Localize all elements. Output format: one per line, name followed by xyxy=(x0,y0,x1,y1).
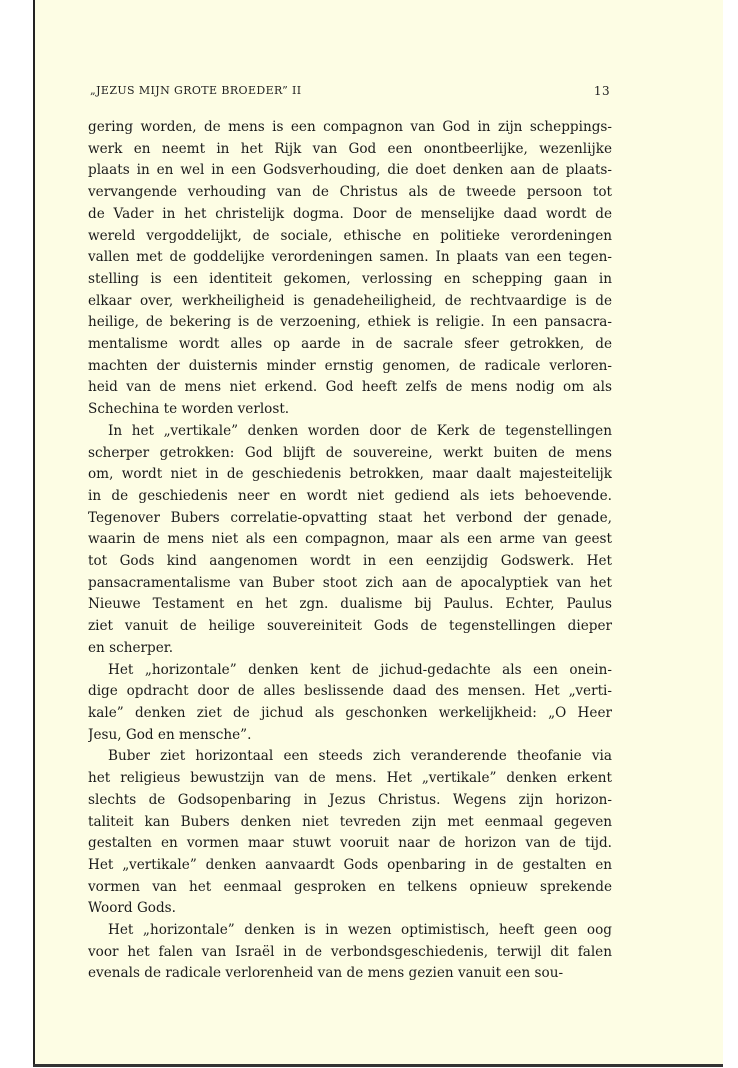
text-line: de Vader in het christelijk dogma. Door de menselijke daad wordt de xyxy=(88,205,612,222)
text-line: pansacramentalisme van Buber stoot zich aan de apocalyptiek van het xyxy=(88,574,612,591)
text-line: Woord Gods. xyxy=(88,900,176,917)
running-head xyxy=(90,84,610,97)
text-line: taliteit kan Bubers denken niet tevreden zijn met eenmaal gegeven xyxy=(88,813,612,830)
text-line: Het „horizontale” denken is in wezen optimistisch, heeft geen oog xyxy=(108,922,612,939)
text-line: Nieuwe Testament en het zgn. dualisme bij Paulus. Echter, Paulus xyxy=(88,596,612,613)
paragraph xyxy=(88,117,612,421)
text-line: tot Gods kind aangenomen wordt in een eenzijdig Godswerk. Het xyxy=(88,553,612,570)
text-line: Buber ziet horizontaal een steeds zich veranderende theofanie via xyxy=(108,748,612,765)
text-line: heid van de mens niet erkend. God heeft zelfs de mens nodig om als xyxy=(88,379,612,396)
text-line: Schechina te worden verlost. xyxy=(88,401,290,418)
text-line: Jesu, God en mensche”. xyxy=(88,726,252,743)
body-text xyxy=(88,117,612,985)
text-line: wereld vergoddelijkt, de sociale, ethische en politieke verordeningen xyxy=(88,227,612,244)
text-line: Het „horizontale” denken kent de jichud-gedachte als een onein- xyxy=(108,661,612,678)
text-line: ziet vanuit de heilige souvereiniteit Gods de tegenstellingen dieper xyxy=(88,618,612,635)
text-line: In het „vertikale” denken worden door de Kerk de tegenstellingen xyxy=(108,422,612,439)
text-line: voor het falen van Israël in de verbondsgeschiedenis, terwijl dit falen xyxy=(88,943,612,960)
text-line: Het „vertikale” denken aanvaardt Gods openbaring in de gestalten en xyxy=(88,856,612,873)
text-line: elkaar over, werkheiligheid is genadeheiligheid, de rechtvaardige is de xyxy=(88,292,612,309)
text-line: gestalten en vormen maar stuwt vooruit naar de horizon van de tijd. xyxy=(88,835,612,852)
page-bottom-edge xyxy=(33,1064,723,1067)
text-line: scherper getrokken: God blijft de souvereine, werkt buiten de mens xyxy=(88,444,612,461)
text-line: waarin de mens niet als een compagnon, maar als een arme van geest xyxy=(88,531,612,548)
text-line: in de geschiedenis neer en wordt niet gediend als iets behoevende. xyxy=(88,487,612,504)
text-line: heilige, de bekering is de verzoening, ethiek is religie. In een pansacra- xyxy=(88,314,612,331)
text-line: vallen met de goddelijke verordeningen samen. In plaats van een tegen- xyxy=(88,249,612,266)
text-line: om, wordt niet in de geschiedenis betrokken, maar daalt majesteitelijk xyxy=(88,466,612,483)
text-line: plaats in en wel in een Godsverhouding, die doet denken aan de plaats- xyxy=(88,162,612,179)
text-line: dige opdracht door de alles beslissende daad des mensen. Het „verti- xyxy=(88,683,612,700)
text-line: stelling is een identiteit gekomen, verlossing en schepping gaan in xyxy=(88,270,612,287)
text-line: het religieus bewustzijn van de mens. Het „vertikale” denken erkent xyxy=(88,770,612,787)
paragraph xyxy=(88,421,612,660)
text-line: kale” denken ziet de jichud als geschonken werkelijkheid: „O Heer xyxy=(88,704,612,721)
paragraph xyxy=(88,660,612,747)
text-line: mentalisme wordt alles op aarde in de sacrale sfeer getrokken, de xyxy=(88,336,612,353)
text-line: werk en neemt in het Rijk van God een onontbeerlijke, wezenlijke xyxy=(88,140,612,157)
text-line: machten der duisternis minder ernstig genomen, de radicale verloren- xyxy=(88,357,612,374)
text-line: Tegenover Bubers correlatie-opvatting staat het verbond der genade, xyxy=(88,509,612,526)
text-line: vervangende verhouding van de Christus als de tweede persoon tot xyxy=(88,184,612,201)
running-title: „JEZUS MIJN GROTE BROEDER” II xyxy=(90,84,302,97)
text-line: vormen van het eenmaal gesproken en telkens opnieuw sprekende xyxy=(88,878,612,895)
paragraph xyxy=(88,746,612,920)
text-line: gering worden, de mens is een compagnon van God in zijn scheppings- xyxy=(88,119,612,135)
text-line: slechts de Godsopenbaring in Jezus Christus. Wegens zijn horizon- xyxy=(88,791,612,808)
page-number: 13 xyxy=(593,84,610,98)
text-line: en scherper. xyxy=(88,639,174,656)
paragraph xyxy=(88,920,612,985)
text-line: evenals de radicale verlorenheid van de mens gezien vanuit een sou- xyxy=(88,965,564,982)
